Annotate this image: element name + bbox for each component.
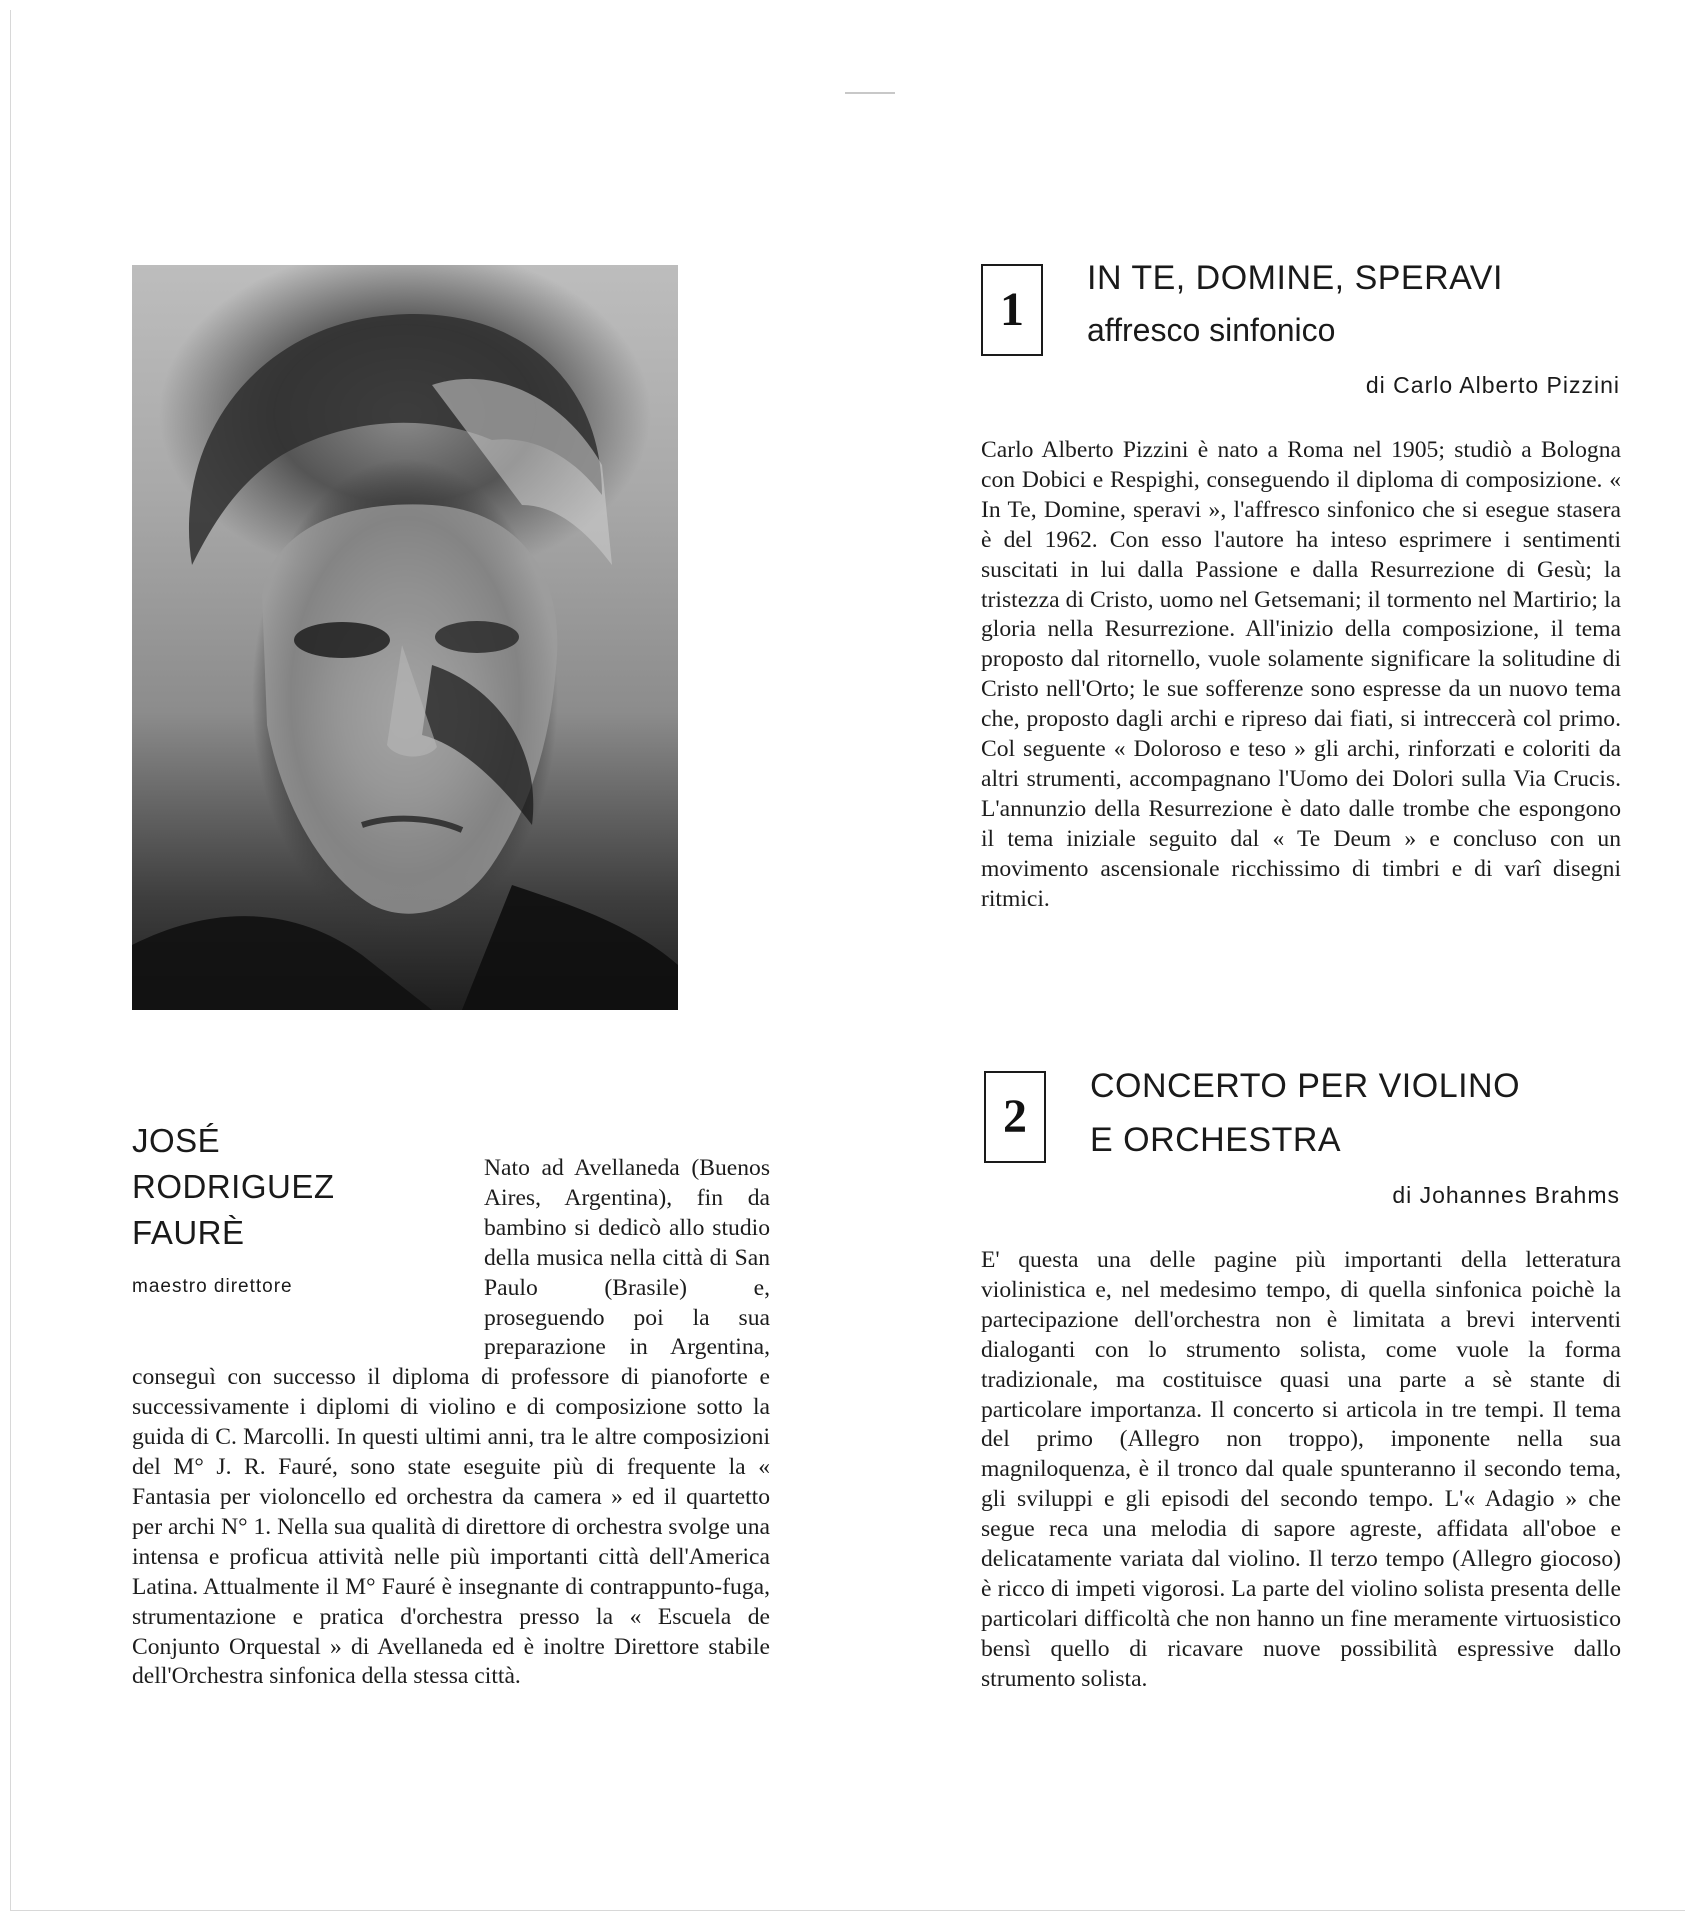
conductor-name-line2: RODRIGUEZ — [132, 1168, 335, 1205]
conductor-name-line1: JOSÉ — [132, 1122, 221, 1159]
conductor-role: maestro direttore — [132, 1276, 293, 1297]
piece-number-1: 1 — [1000, 283, 1024, 336]
piece-author-2: di Johannes Brahms — [1392, 1182, 1620, 1208]
piece-subtitle-1: affresco sinfonico — [1087, 312, 1336, 348]
conductor-bio-block — [132, 1154, 770, 1692]
piece-number-2: 2 — [1003, 1090, 1027, 1143]
piece-author-1: di Carlo Alberto Pizzini — [1365, 372, 1620, 398]
conductor-portrait — [132, 265, 678, 1010]
fold-mark — [845, 92, 895, 94]
piece-title-2-line2: E ORCHESTRA — [1090, 1121, 1342, 1159]
piece-body-2: E' questa una delle pagine più importanti della letteratura violinistica e, nel medesimo tempo, di quella sinfonica poichè la partecipazione dell'orchestra non è limitata a brevi interventi dialoganti con lo strumento solista, come vuole la forma tradizionale, ma costituisce quasi una parte a sè stante di particolare importanza. Il concerto si articola in tre tempi. Il tema del primo (Allegro non troppo), imponente nella sua magniloquenza, è il tronco dal quale spunteranno il secondo tema, gli sviluppi e gli episodi del secondo tempo. L'« Adagio » che segue reca una melodia di sapore agreste, affidata all'oboe e delicatamente variata dal violino. Il terzo tempo (Allegro giocoso) è ricco di impeti vigorosi. La parte del violino solista presenta delle particolari difficoltà che non hanno un fine meramente virtuosistico bensì quello di ricavare nuove possibilità espressive dallo strumento solista. — [981, 1247, 1621, 1692]
piece-number-box-2 — [984, 1071, 1046, 1163]
piece-title-2-line1: CONCERTO PER VIOLINO — [1090, 1067, 1521, 1105]
piece-body-1: Carlo Alberto Pizzini è nato a Roma nel 1905; studiò a Bologna con Dobici e Respighi, conseguendo il diploma di composizione. « In Te, Domine, speravi », l'affresco sinfonico che si esegue stasera è del 1962. Con esso l'autore ha inteso esprimere i sentimenti suscitati in lui dalla Passione e dalla Resurrezione di Gesù; la tristezza di Cristo, uomo nel Getsemani; il tormento nel Martirio; la gloria nella Resurrezione. All'inizio della composizione, il tema proposto dal ritornello, vuole solamente significare la solitudine di Cristo nell'Orto; le sue sofferenze sono espresse da un nuovo tema che, proposto dagli archi e ripreso dai fiati, si intreccerà col primo. Col seguente « Doloroso e teso » gli archi, rinforzati e coloriti da altri strumenti, accompagnano l'Uomo dei Dolori sulla Via Crucis. L'annunzio della Resurrezione è dato dalle trombe che espongono il tema iniziale seguito dal « Te Deum » e concluso con un movimento ascensionale ricchissimo di timbri e di varî disegni ritmici. — [981, 437, 1621, 912]
portrait-drawing — [132, 265, 678, 1010]
conductor-bio: Nato ad Avellaneda (Buenos Aires, Argentina), fin da bambino si dedicò allo studio della musica nella città di San Paulo (Brasile) e, proseguendo poi la sua preparazione in Argentina, conseguì con successo il diploma di professore di pianoforte e successivamente i diplomi di violino e di composizione sotto la guida di C. Marcolli. In questi ultimi anni, tra le altre composizioni del M° J. R. Fauré, sono state eseguite più di frequente la « Fantasia per violoncello ed orchestra da camera » ed il quartetto per archi N° 1. Nella sua qualità di direttore di orchestra svolge una intensa e proficua attività nelle più importanti città dell'America Latina. Attualmente il M° Fauré è insegnante di contrappunto-fuga, strumentazione e pratica d'orchestra presso la « Escuela de Conjunto Orquestal » di Avellaneda ed è inoltre Direttore stabile dell'Orchestra sinfonica della stessa città. — [132, 1155, 770, 1690]
piece-title-1: IN TE, DOMINE, SPERAVI — [1087, 259, 1503, 297]
conductor-name-line3: FAURÈ — [132, 1214, 245, 1251]
bio-indent-spacer — [132, 1154, 484, 1338]
piece-number-box-1 — [981, 264, 1043, 356]
